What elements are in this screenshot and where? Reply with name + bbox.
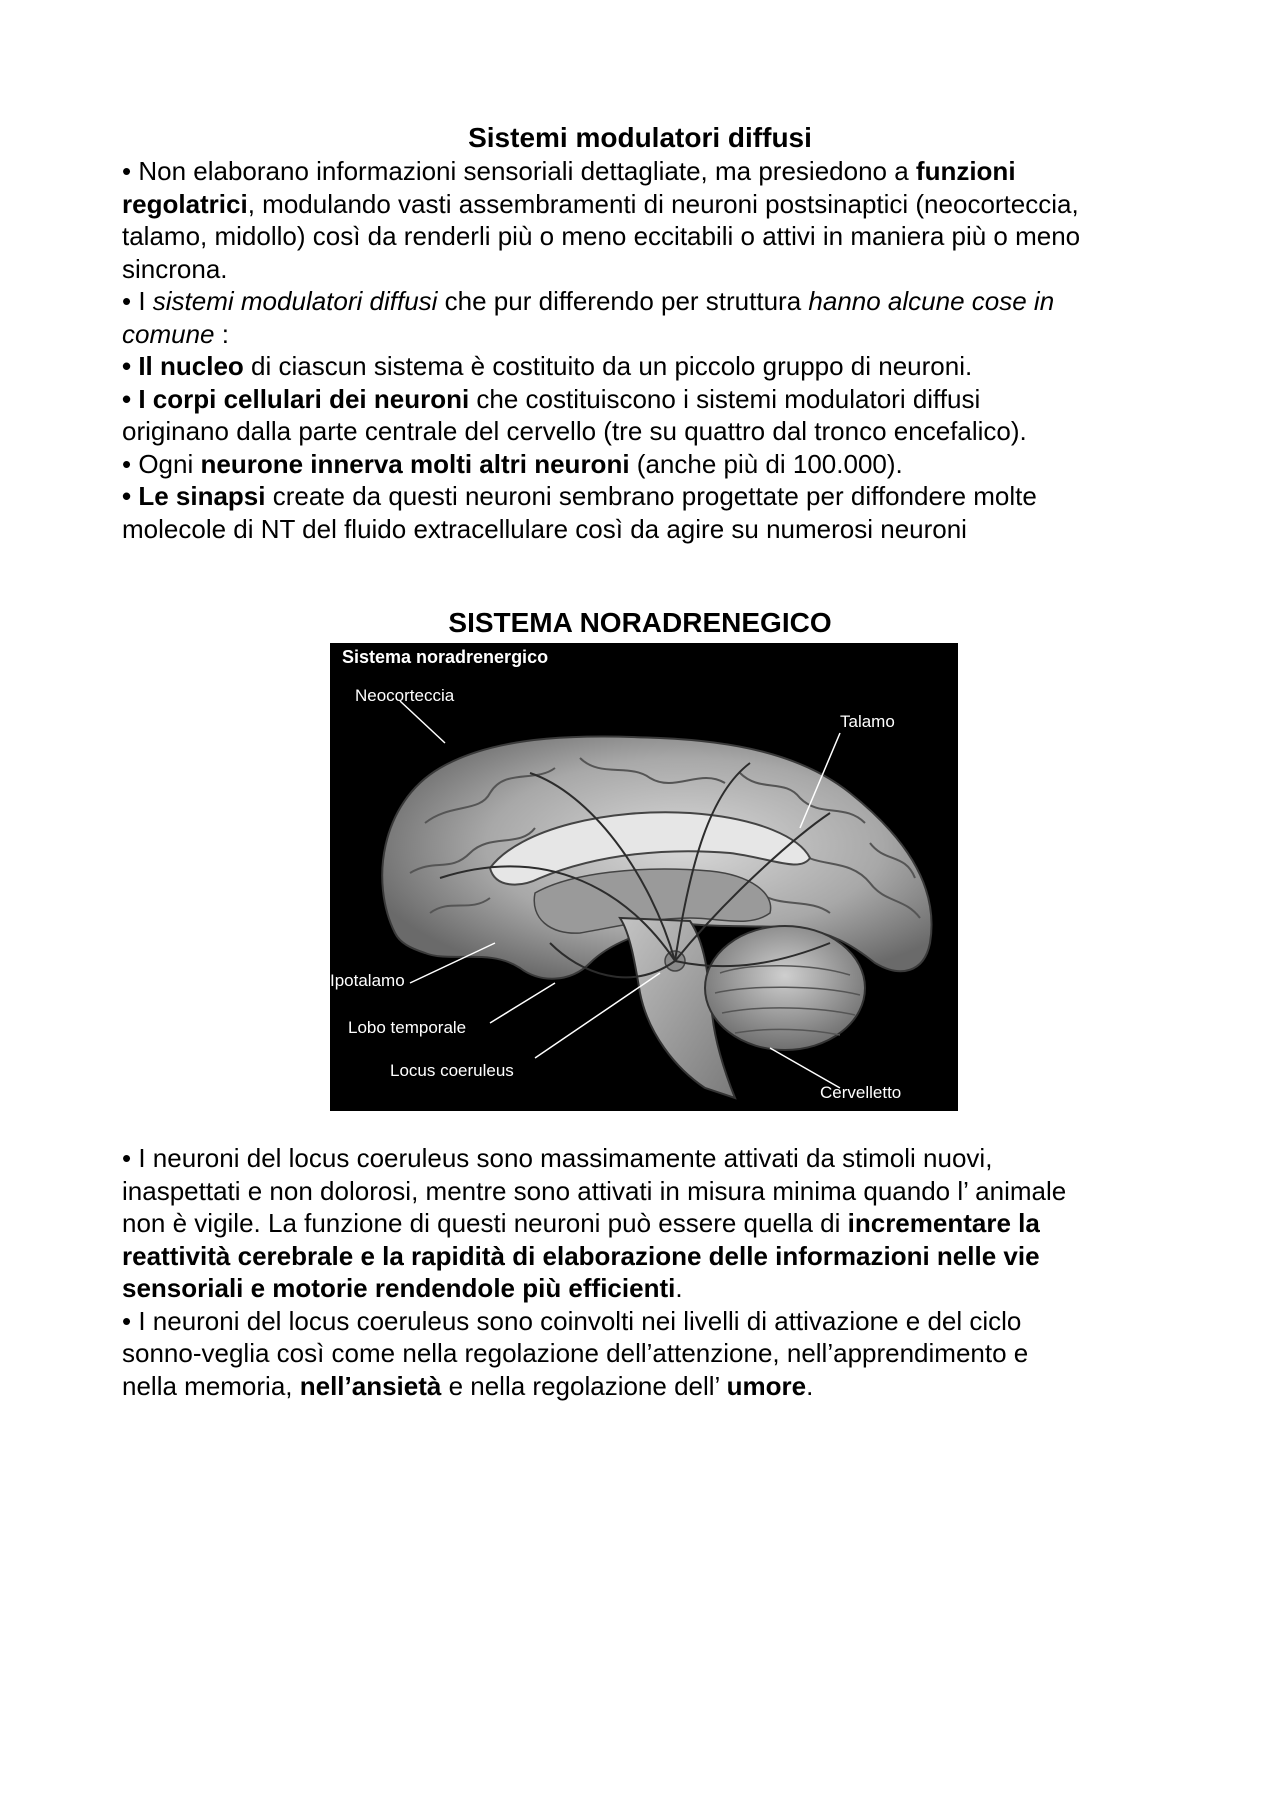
text-run: sonno-veglia così come nella regolazione dell’attenzione, nell’apprendimento e: [122, 1338, 1029, 1368]
text-line: [122, 1142, 1172, 1175]
text-run: •: [122, 351, 139, 381]
text-line: [122, 1240, 1172, 1273]
text-line: [122, 188, 1172, 221]
text-run: Le sinapsi: [138, 481, 266, 511]
text-run: sensoriali e motorie rendendole più efficienti: [122, 1273, 676, 1303]
text-run: che costituiscono i sistemi modulatori diffusi: [469, 383, 981, 414]
text-line: [122, 448, 1172, 481]
text-run: .: [675, 1273, 683, 1303]
text-run: molecole di NT del fluido extracellulare così da agire su numerosi neuroni: [122, 513, 967, 544]
text-run: umore: [726, 1370, 807, 1401]
text-run: regolatrici: [122, 188, 248, 219]
text-line: [122, 1272, 1172, 1305]
text-run: sistemi modulatori diffusi: [152, 286, 438, 316]
text-run: sincrona.: [122, 253, 228, 284]
text-run: talamo, midollo) così da renderli più o meno eccitabili o attivi in maniera più o meno: [122, 221, 1081, 251]
brain-illustration: [330, 643, 958, 1111]
text-run: • Non elaborano informazioni sensoriali dettagliate, ma presiedono a: [122, 156, 916, 186]
text-run: • Ogni: [122, 448, 201, 479]
text-run: :: [214, 318, 229, 349]
text-line: [122, 383, 1172, 416]
label-thalamus: Talamo: [840, 712, 895, 731]
text-run: comune: [122, 318, 215, 349]
text-run: che pur differendo per struttura: [437, 286, 809, 316]
text-run: neurone innerva molti altri neuroni: [200, 448, 630, 479]
intro-paragraphs: [122, 155, 1172, 545]
text-run: hanno alcune cose in: [808, 286, 1055, 316]
text-line: [122, 1207, 1172, 1240]
text-line: [122, 415, 1172, 448]
text-line: [122, 285, 1172, 318]
cerebellum-shape: [705, 926, 865, 1050]
text-line: [122, 318, 1172, 351]
text-line: [122, 1337, 1172, 1370]
figure-title: Sistema noradrenergico: [342, 647, 549, 667]
text-run: funzioni: [915, 156, 1016, 186]
text-run: incrementare la: [847, 1208, 1040, 1238]
section-title: SISTEMA NORADRENEGICO: [448, 607, 832, 638]
text-run: e nella regolazione dell’: [441, 1370, 727, 1401]
label-locus-coeruleus: Locus coeruleus: [390, 1061, 514, 1080]
text-line: [122, 350, 1172, 383]
page-title: Sistemi modulatori diffusi: [468, 122, 812, 153]
brain-figure: [330, 643, 958, 1111]
text-run: , modulando vasti assembramenti di neuroni postsinaptici (neocorteccia,: [247, 188, 1079, 219]
text-line: [122, 1370, 1172, 1403]
locus-coeruleus-paragraphs: [122, 1142, 1172, 1402]
text-run: I corpi cellulari dei neuroni: [138, 383, 470, 414]
text-line: [122, 253, 1172, 286]
text-run: di ciascun sistema è costituito da un piccolo gruppo di neuroni.: [243, 351, 973, 381]
text-run: Il nucleo: [138, 351, 244, 381]
text-run: originano dalla parte centrale del cervello (tre su quattro dal tronco encefalico).: [122, 416, 1027, 446]
text-run: reattività cerebrale e la rapidità di elaborazione delle informazioni nelle vie: [122, 1240, 1040, 1271]
text-run: inaspettati e non dolorosi, mentre sono attivati in misura minima quando l’ animale: [122, 1175, 1067, 1206]
label-hypothalamus: Ipotalamo: [330, 971, 405, 990]
text-line: [122, 1305, 1172, 1338]
text-run: • I neuroni del locus coeruleus sono massimamente attivati da stimoli nuovi,: [122, 1143, 993, 1173]
label-temporal-lobe: Lobo temporale: [348, 1018, 467, 1037]
text-run: • I neuroni del locus coeruleus sono coinvolti nei livelli di attivazione e del ciclo: [122, 1305, 1022, 1336]
text-run: •: [122, 383, 139, 414]
text-run: nell’ansietà: [299, 1370, 442, 1401]
text-line: [122, 513, 1172, 546]
text-run: (anche più di 100.000).: [629, 448, 903, 479]
text-run: • I: [122, 286, 153, 316]
label-neocortex: Neocorteccia: [355, 686, 455, 705]
text-run: create da questi neuroni sembrano progettate per diffondere molte: [265, 481, 1037, 511]
text-line: [122, 480, 1172, 513]
label-cerebellum: Cervelletto: [820, 1083, 902, 1102]
text-run: •: [122, 481, 139, 511]
text-line: [122, 220, 1172, 253]
text-line: [122, 1175, 1172, 1208]
text-run: .: [806, 1370, 814, 1401]
text-line: [122, 155, 1172, 188]
text-run: non è vigile. La funzione di questi neuroni può essere quella di: [122, 1208, 848, 1238]
text-run: nella memoria,: [122, 1370, 300, 1401]
